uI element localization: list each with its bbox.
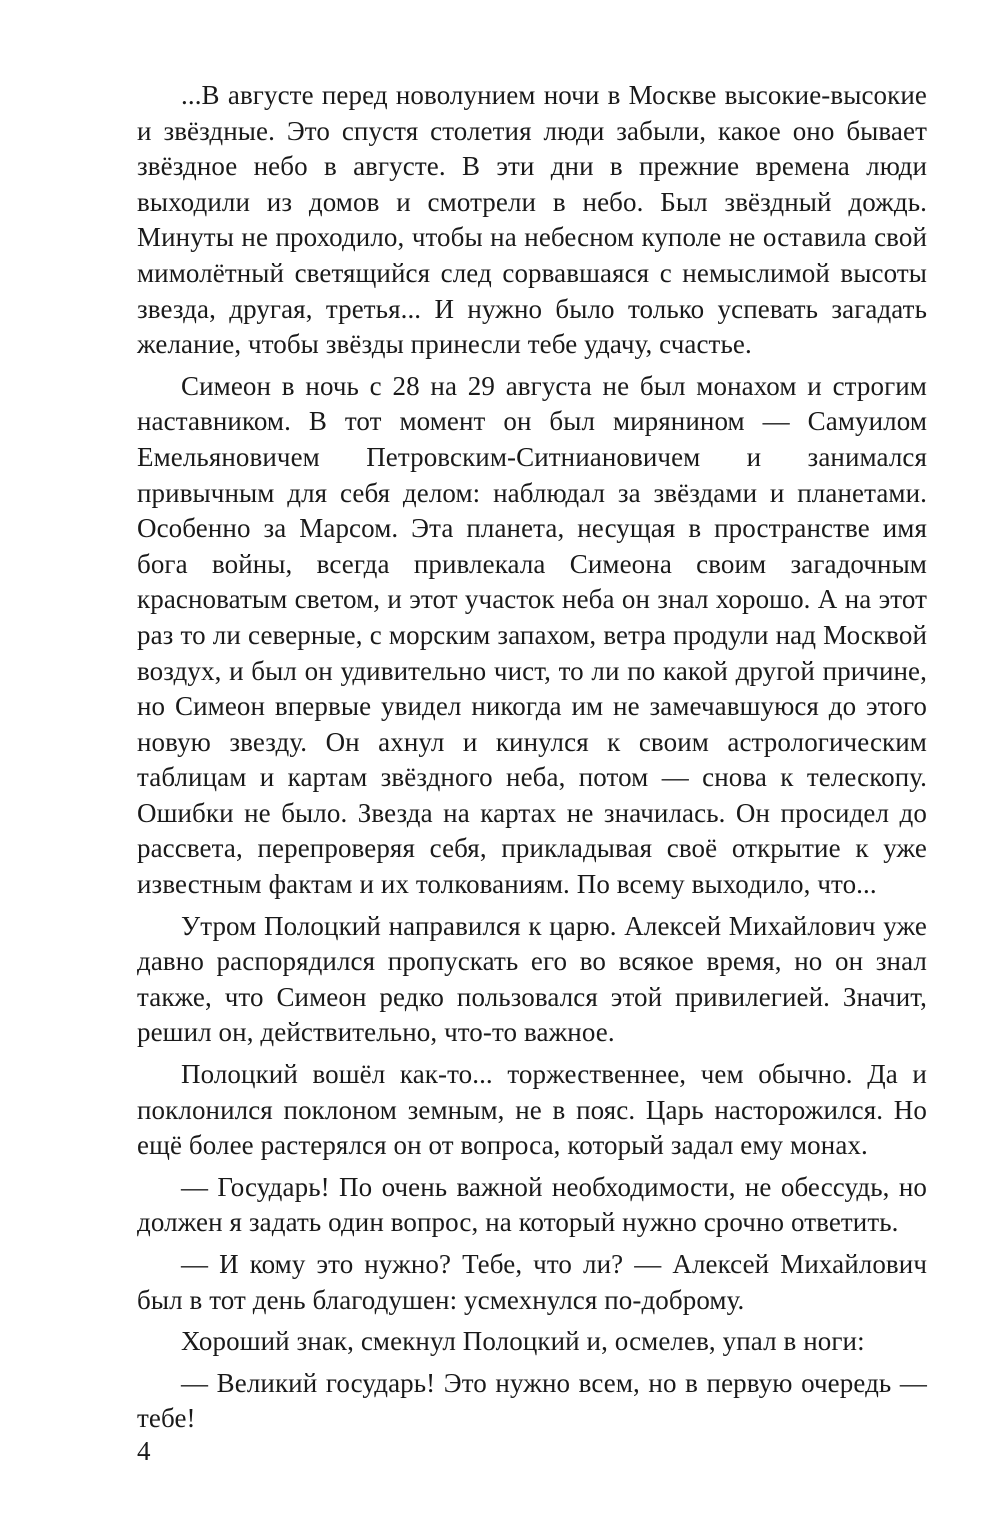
dialogue-line: — Государь! По очень важной необходимости, не обессудь, но должен я задать один вопрос, на который нужно срочно ответить. bbox=[137, 1171, 927, 1238]
paragraph: ...В августе перед новолунием ночи в Москве высокие-высокие и звёздные. Это спустя столетия люди забыли, какое оно бывает звёздное небо в августе. В эти дни в прежние времена люди выходили из домов и смотрели в небо. Был звёздный дождь. Минуты не проходило, чтобы на небесном куполе не оставила свой мимолётный светящийся след сорвавшаяся с немыслимой высоты звезда, другая, третья... И нужно было только успевать загадать желание, чтобы звёзды принесли тебе удачу, счастье. bbox=[137, 80, 927, 360]
dialogue-line: — И кому это нужно? Тебе, что ли? — Алексей Михайлович был в тот день благодушен: усмехнулся по-доброму. bbox=[137, 1249, 927, 1315]
paragraph: Полоцкий вошёл как-то... торжественнее, чем обычно. Да и поклонился поклоном земным, не в пояс. Царь насторожился. Но ещё более растерялся он от вопроса, который задал ему монах. bbox=[137, 1059, 927, 1161]
page-number: 4 bbox=[137, 1436, 151, 1466]
paragraph: Утром Полоцкий направился к царю. Алексей Михайлович уже давно распорядился пропускать его во всякое время, но он знал также, что Симеон редко пользовался этой привилегией. Значит, решил он, действительно, что-то важное. bbox=[137, 910, 927, 1048]
dialogue-line: — Великий государь! Это нужно всем, но в первую очередь — тебе! bbox=[137, 1367, 927, 1434]
paragraph: Симеон в ночь с 28 на 29 августа не был монахом и строгим наставником. В тот момент он был мирянином — Самуилом Емельяновичем Петровским-Ситниановичем и занимался привычным для себя делом: наблюдал за звёздами и планетами. Особенно за Марсом. Эта планета, несущая в пространстве имя бога войны, всегда привлекала Симеона своим загадочным красноватым светом, и этот участок неба он знал хорошо. А на этот раз то ли северные, с морским запахом, ветра продули над Москвой воздух, и был он удивительно чист, то ли по какой другой причине, но Симеон впервые увидел никогда им не замечавшуюся до этого новую звезду. Он ахнул и кинулся к своим астрологическим таблицам и картам звёздного неба, потом — снова к телескопу. Ошибки не было. Звезда на картах не значилась. Он просидел до рассвета, перепроверяя себя, прикладывая своё открытие к уже известным фактам и их толкованиям. По всему выходило, что... bbox=[137, 370, 927, 900]
paragraph: Хороший знак, смекнул Полоцкий и, осмелев, упал в ноги: bbox=[181, 1326, 865, 1357]
body-text bbox=[137, 78, 927, 1443]
